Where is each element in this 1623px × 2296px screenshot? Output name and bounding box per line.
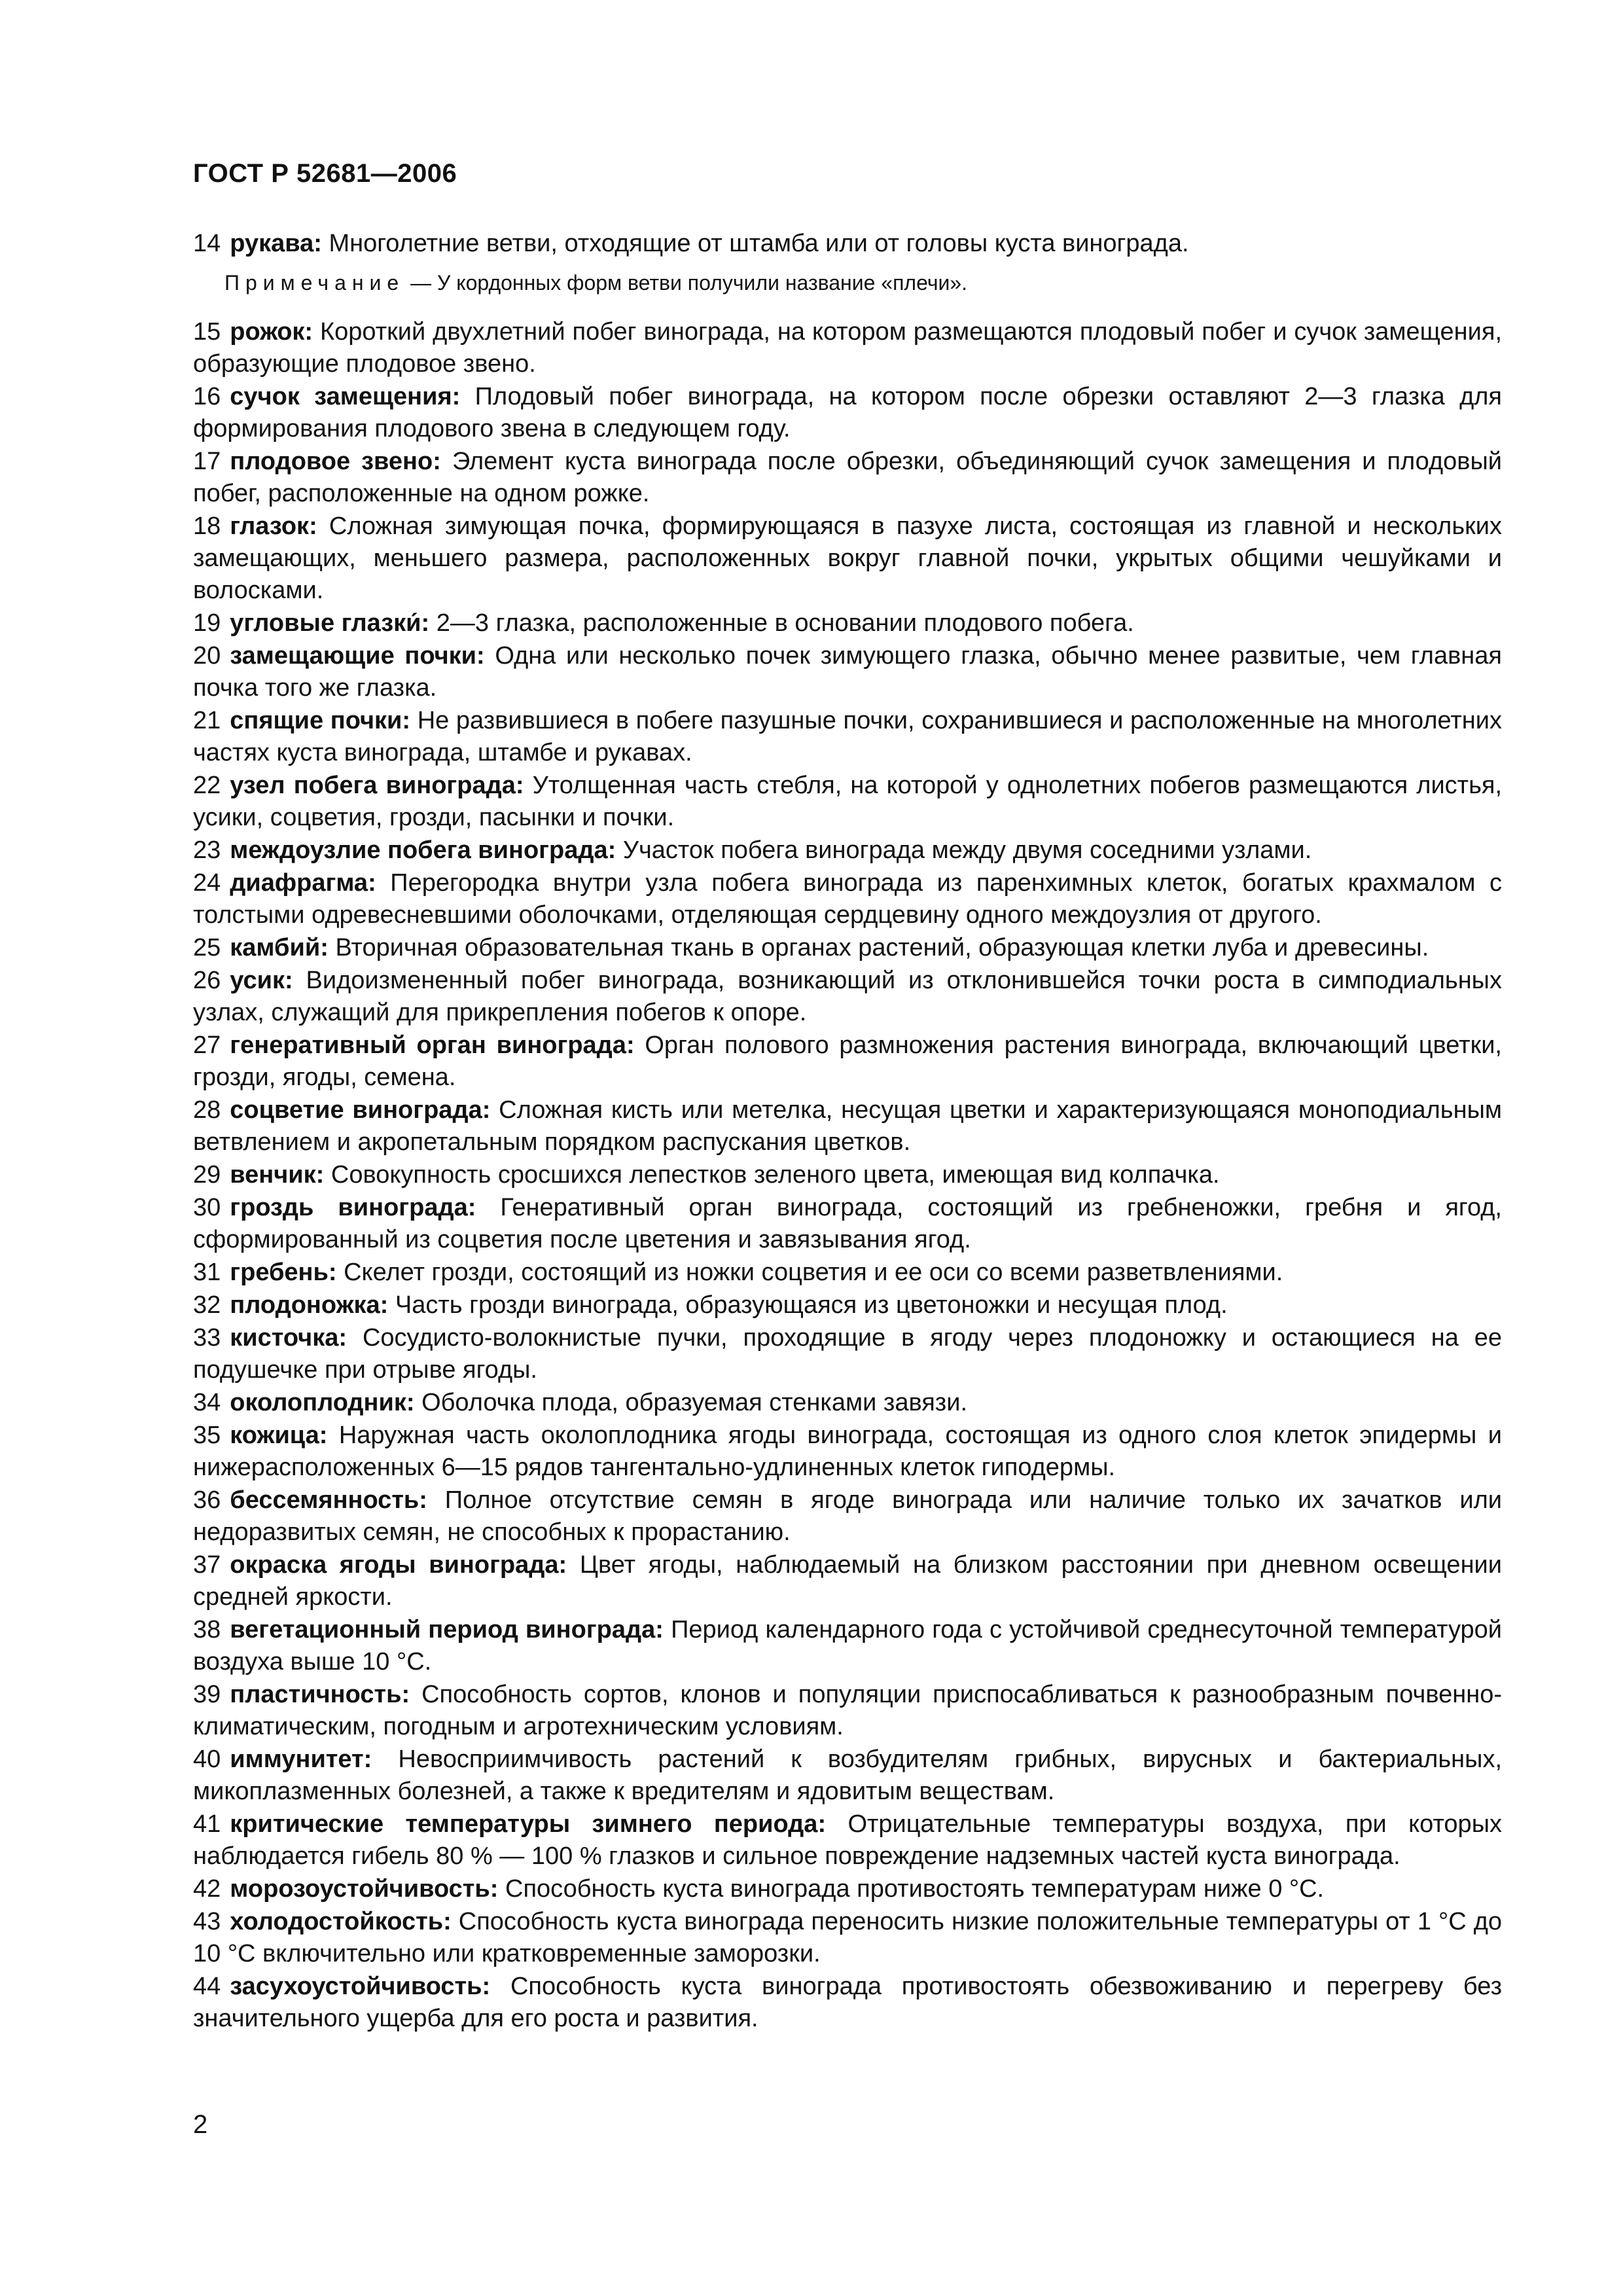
term-name: холодостойкость: bbox=[230, 1908, 452, 1935]
term-entry bbox=[193, 640, 1502, 704]
term-number: 19 bbox=[193, 609, 221, 637]
term-entry bbox=[193, 1289, 1502, 1321]
term-number: 31 bbox=[193, 1259, 221, 1286]
term-number: 26 bbox=[193, 967, 221, 994]
term-number: 35 bbox=[193, 1422, 221, 1449]
standard-header: ГОСТ Р 52681—2006 bbox=[193, 159, 457, 188]
term-definition: Короткий двухлетний побег винограда, на котором размещаются плодовый побег и сучок замещения, образующие плодовое звено. bbox=[193, 318, 1502, 378]
term-entry bbox=[193, 1257, 1502, 1289]
term-definition: Наружная часть околоплодника ягоды винограда, состоящая из одного слоя клеток эпидермы и нижерасположенных 6—15 рядов тангентально-удлиненных клеток гиподермы. bbox=[193, 1422, 1502, 1481]
term-number: 37 bbox=[193, 1551, 221, 1579]
term-definition: Способность куста винограда противостоять температурам ниже 0 °С. bbox=[505, 1875, 1325, 1903]
term-definition: 2—3 глазка, расположенные в основании плодового побега. bbox=[436, 609, 1134, 637]
term-name: соцветие винограда: bbox=[230, 1096, 491, 1124]
term-number: 44 bbox=[193, 1973, 221, 2000]
term-number: 20 bbox=[193, 642, 221, 670]
term-name: плодоножка: bbox=[230, 1291, 389, 1319]
term-name: кожица: bbox=[230, 1422, 328, 1449]
term-name: иммунитет: bbox=[230, 1746, 372, 1773]
term-entry bbox=[193, 1549, 1502, 1613]
term-entry bbox=[193, 1679, 1502, 1743]
term-definition: Совокупность сросшихся лепестков зеленого цвета, имеющая вид колпачка. bbox=[330, 1161, 1220, 1189]
term-name: гроздь винограда: bbox=[230, 1194, 476, 1221]
term-entry bbox=[193, 1808, 1502, 1873]
term-definition: Способность куста винограда противостоять обезвоживанию и перегреву без значительного ущерба для его роста и развития. bbox=[193, 1973, 1502, 2032]
term-name: диафрагма: bbox=[230, 869, 376, 897]
term-entry bbox=[193, 932, 1502, 964]
term-entry bbox=[193, 381, 1502, 445]
term-definition: Сосудисто-волокнистые пучки, проходящие в ягоду через плодоножку и остающиеся на ее подушечке при отрыве ягоды. bbox=[193, 1324, 1503, 1384]
terms-list bbox=[193, 228, 1502, 2036]
term-entry bbox=[193, 1387, 1502, 1419]
term-number: 30 bbox=[193, 1194, 221, 1221]
term-name: рожок: bbox=[230, 318, 313, 346]
term-definition: Генеративный орган винограда, состоящий из гребненожки, гребня и ягод, сформированный из соцветия после цветения и завязывания ягод. bbox=[193, 1194, 1502, 1253]
term-entry bbox=[193, 1159, 1502, 1191]
term-name: засухоустойчивость: bbox=[230, 1973, 491, 2000]
term-entry bbox=[193, 446, 1502, 510]
term-definition: Одна или несколько почек зимующего глазка, обычно менее развитые, чем главная почка того же глазка. bbox=[193, 642, 1503, 702]
term-definition: Плодовый побег винограда, на котором после обрезки оставляют 2—3 глазка для формирования плодового звена в следующем году. bbox=[193, 383, 1503, 442]
term-definition: Сложная кисть или метелка, несущая цветки и характеризующаяся моноподиальным ветвлением и акропетальным порядком распускания цветков. bbox=[193, 1096, 1503, 1156]
term-name: пластичность: bbox=[230, 1681, 410, 1708]
term-name: вегетационный период винограда: bbox=[230, 1616, 664, 1643]
term-name: плодовое звено: bbox=[230, 448, 441, 475]
term-number: 40 bbox=[193, 1746, 221, 1773]
term-definition: Утолщенная часть стебля, на которой у однолетних побегов размещаются листья, усики, соцветия, грозди, пасынки и почки. bbox=[193, 772, 1503, 831]
note bbox=[193, 269, 1502, 296]
term-number: 38 bbox=[193, 1616, 221, 1643]
term-entry bbox=[193, 607, 1502, 639]
term-entry bbox=[193, 834, 1502, 867]
term-definition: Полное отсутствие семян в ягоде винограда или наличие только их зачатков или недоразвитых семян, не способных к прорастанию. bbox=[193, 1486, 1503, 1546]
term-name: гребень: bbox=[230, 1259, 337, 1286]
term-number: 33 bbox=[193, 1324, 221, 1352]
term-definition: Часть грозди винограда, образующаяся из цветоножки и несущая плод. bbox=[395, 1291, 1228, 1319]
term-number: 14 bbox=[193, 230, 221, 257]
term-entry bbox=[193, 1192, 1502, 1256]
term-name: угловые глазки́: bbox=[230, 609, 430, 637]
term-number: 43 bbox=[193, 1908, 221, 1935]
term-name: околоплодник: bbox=[230, 1389, 415, 1416]
term-name: морозоустойчивость: bbox=[230, 1875, 499, 1903]
term-definition: Невосприимчивость растений к возбудителям грибных, вирусных и бактериальных, микоплазменных болезней, а также к вредителям и ядовитым веществам. bbox=[193, 1746, 1502, 1805]
term-definition: Многолетние ветви, отходящие от штамба или от головы куста винограда. bbox=[329, 230, 1189, 257]
term-name: критические температуры зимнего периода: bbox=[230, 1810, 827, 1838]
term-name: междоузлие побега винограда: bbox=[230, 836, 616, 864]
term-definition: Видоизмененный побег винограда, возникающий из отклонившейся точки роста в симподиальных узлах, служащий для прикрепления побегов к опоре. bbox=[193, 967, 1502, 1026]
term-number: 22 bbox=[193, 772, 221, 799]
term-number: 39 bbox=[193, 1681, 221, 1708]
note-text: — У кордонных форм ветви получили название «плечи». bbox=[410, 271, 968, 295]
term-number: 15 bbox=[193, 318, 221, 346]
term-entry bbox=[193, 1906, 1502, 1970]
term-name: замещающие почки: bbox=[230, 642, 485, 670]
term-number: 29 bbox=[193, 1161, 221, 1189]
term-name: венчик: bbox=[230, 1161, 325, 1189]
term-number: 42 bbox=[193, 1875, 221, 1903]
term-definition: Перегородка внутри узла побега винограда из паренхимных клеток, богатых крахмалом с толстыми одревесневшими оболочками, отделяющая сердцевину одного междоузлия от другого. bbox=[193, 869, 1502, 929]
term-definition: Сложная зимующая почка, формирующаяся в пазухе листа, состоящая из главной и нескольких замещающих, меньшего размера, расположенных вокруг главной почки, укрытых общими чешуйками и волосками. bbox=[193, 512, 1502, 604]
term-definition: Способность куста винограда переносить низкие положительные температуры от 1 °С до 10 °С включительно или кратковременные заморозки. bbox=[193, 1908, 1503, 1967]
term-definition: Вторичная образовательная ткань в органах растений, образующая клетки луба и древесины. bbox=[335, 934, 1429, 961]
term-entry bbox=[193, 1873, 1502, 1905]
term-number: 21 bbox=[193, 707, 221, 734]
term-definition: Период календарного года с устойчивой среднесуточной температурой воздуха выше 10 °С. bbox=[193, 1616, 1503, 1676]
term-number: 32 bbox=[193, 1291, 221, 1319]
term-entry bbox=[193, 1094, 1502, 1158]
term-name: глазок: bbox=[230, 512, 317, 540]
term-definition: Цвет ягоды, наблюдаемый на близком расстоянии при дневном освещении средней яркости. bbox=[193, 1551, 1503, 1611]
term-entry bbox=[193, 511, 1502, 607]
term-definition: Скелет грозди, состоящий из ножки соцветия и ее оси со всеми разветвлениями. bbox=[344, 1259, 1283, 1286]
term-definition: Отрицательные температуры воздуха, при которых наблюдается гибель 80 % — 100 % глазков и сильное повреждение надземных частей куста винограда. bbox=[193, 1810, 1503, 1870]
term-name: усик: bbox=[230, 967, 293, 994]
term-definition: Участок побега винограда между двумя соседними узлами. bbox=[622, 836, 1312, 864]
term-name: спящие почки: bbox=[230, 707, 411, 734]
term-entry bbox=[193, 1322, 1502, 1386]
term-entry bbox=[193, 1971, 1502, 2035]
term-entry bbox=[193, 770, 1502, 834]
term-number: 34 bbox=[193, 1389, 221, 1416]
term-entry bbox=[193, 1744, 1502, 1808]
term-definition: Оболочка плода, образуемая стенками завязи. bbox=[421, 1389, 968, 1416]
term-name: сучок замещения: bbox=[230, 383, 461, 410]
term-number: 36 bbox=[193, 1486, 221, 1514]
term-entry bbox=[193, 867, 1502, 931]
term-entry bbox=[193, 1614, 1502, 1678]
term-entry bbox=[193, 1030, 1502, 1094]
term-definition: Не развившиеся в побеге пазушные почки, сохранившиеся и расположенные на многолетних частях куста винограда, штамбе и рукавах. bbox=[193, 707, 1502, 766]
term-definition: Способность сортов, клонов и популяции приспосабливаться к разнообразным почвенно-климатическим, погодным и агротехническим условиям. bbox=[193, 1681, 1503, 1740]
page-number: 2 bbox=[193, 2110, 208, 2139]
term-name: генеративный орган винограда: bbox=[230, 1031, 635, 1059]
term-entry bbox=[193, 705, 1502, 769]
term-number: 27 bbox=[193, 1031, 221, 1059]
term-name: узел побега винограда: bbox=[230, 772, 524, 799]
term-entry bbox=[193, 1484, 1502, 1549]
term-entry bbox=[193, 965, 1502, 1029]
term-number: 41 bbox=[193, 1810, 221, 1838]
term-number: 24 bbox=[193, 869, 221, 897]
term-name: окраска ягоды винограда: bbox=[230, 1551, 567, 1579]
term-number: 17 bbox=[193, 448, 221, 475]
term-name: кисточка: bbox=[230, 1324, 348, 1352]
term-entry bbox=[193, 316, 1502, 380]
term-number: 25 bbox=[193, 934, 221, 961]
term-definition: Орган полового размножения растения винограда, включающий цветки, грозди, ягоды, семена. bbox=[193, 1031, 1502, 1091]
term-entry bbox=[193, 228, 1502, 260]
term-name: рукава: bbox=[230, 230, 322, 257]
note-label: Примечание bbox=[224, 271, 405, 295]
term-name: бессемянность: bbox=[230, 1486, 427, 1514]
term-number: 18 bbox=[193, 512, 221, 540]
term-entry bbox=[193, 1420, 1502, 1484]
term-number: 23 bbox=[193, 836, 221, 864]
term-definition: Элемент куста винограда после обрезки, объединяющий сучок замещения и плодовый побег, расположенные на одном рожке. bbox=[193, 448, 1502, 507]
term-number: 28 bbox=[193, 1096, 221, 1124]
term-name: камбий: bbox=[230, 934, 329, 961]
term-number: 16 bbox=[193, 383, 221, 410]
